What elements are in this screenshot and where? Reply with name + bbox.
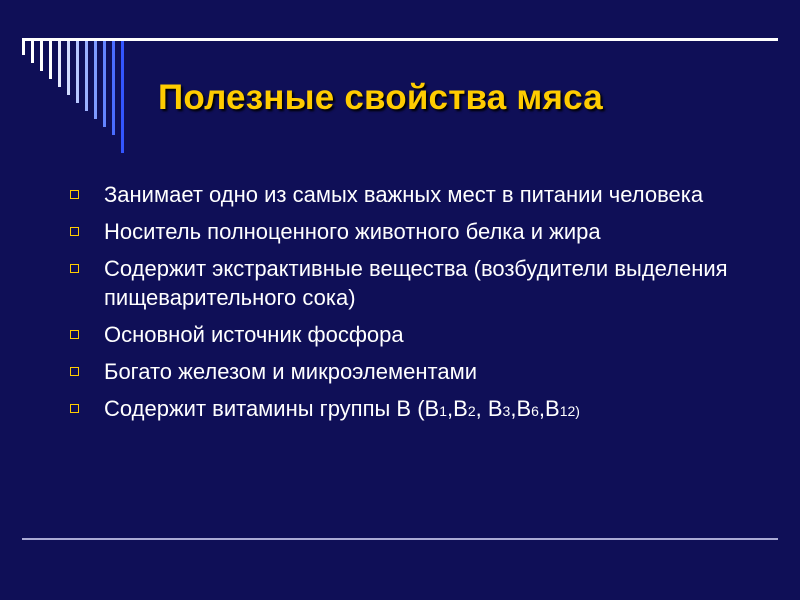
vitamin-separator: ,В [447, 396, 468, 421]
square-bullet-icon [70, 190, 79, 199]
slide-title: Полезные свойства мяса [158, 78, 603, 117]
vitamin-separator: ,В [538, 396, 560, 421]
square-bullet-icon [70, 404, 79, 413]
vitamins-suffix: ) [575, 403, 580, 419]
stripe [121, 41, 124, 153]
bullet-item [68, 217, 768, 246]
bullet-list [68, 180, 768, 434]
stripe [76, 41, 79, 103]
bullet-item-vitamins [68, 394, 768, 426]
decorative-stripes [0, 0, 140, 170]
stripe [103, 41, 106, 127]
vitamins-prefix: Содержит витамины группы В (В [104, 396, 440, 421]
bullet-item [68, 254, 768, 312]
stripe [112, 41, 115, 135]
vitamin-index: 2 [467, 403, 476, 419]
stripe [40, 41, 43, 71]
square-bullet-icon [70, 330, 79, 339]
square-bullet-icon [70, 227, 79, 236]
stripe [94, 41, 97, 119]
vitamin-index: 12 [559, 403, 576, 419]
vitamin-index: 1 [439, 403, 448, 419]
square-bullet-icon [70, 367, 79, 376]
bullet-item [68, 180, 768, 209]
bullet-text [104, 396, 580, 421]
vitamin-separator: , В [475, 396, 503, 421]
bullet-text: Носитель полноценного животного белка и жира [104, 219, 601, 244]
bullet-item [68, 320, 768, 349]
vitamin-index: 3 [502, 403, 511, 419]
bullet-text: Содержит экстрактивные вещества (возбудители выделения пищеварительного сока) [104, 256, 728, 310]
vitamin-index: 6 [531, 403, 539, 419]
stripe [67, 41, 70, 95]
square-bullet-icon [70, 264, 79, 273]
stripe [31, 41, 34, 63]
bullet-text: Занимает одно из самых важных мест в питании человека [104, 182, 704, 207]
stripe [58, 41, 61, 87]
bullet-text: Основной источник фосфора [104, 322, 404, 347]
bottom-divider [22, 538, 778, 540]
stripe [49, 41, 52, 79]
stripe [85, 41, 88, 111]
bullet-text: Богато железом и микроэлементами [104, 359, 477, 384]
vitamin-separator: ,В [510, 396, 532, 421]
bullet-item [68, 357, 768, 386]
stripe [22, 41, 25, 55]
